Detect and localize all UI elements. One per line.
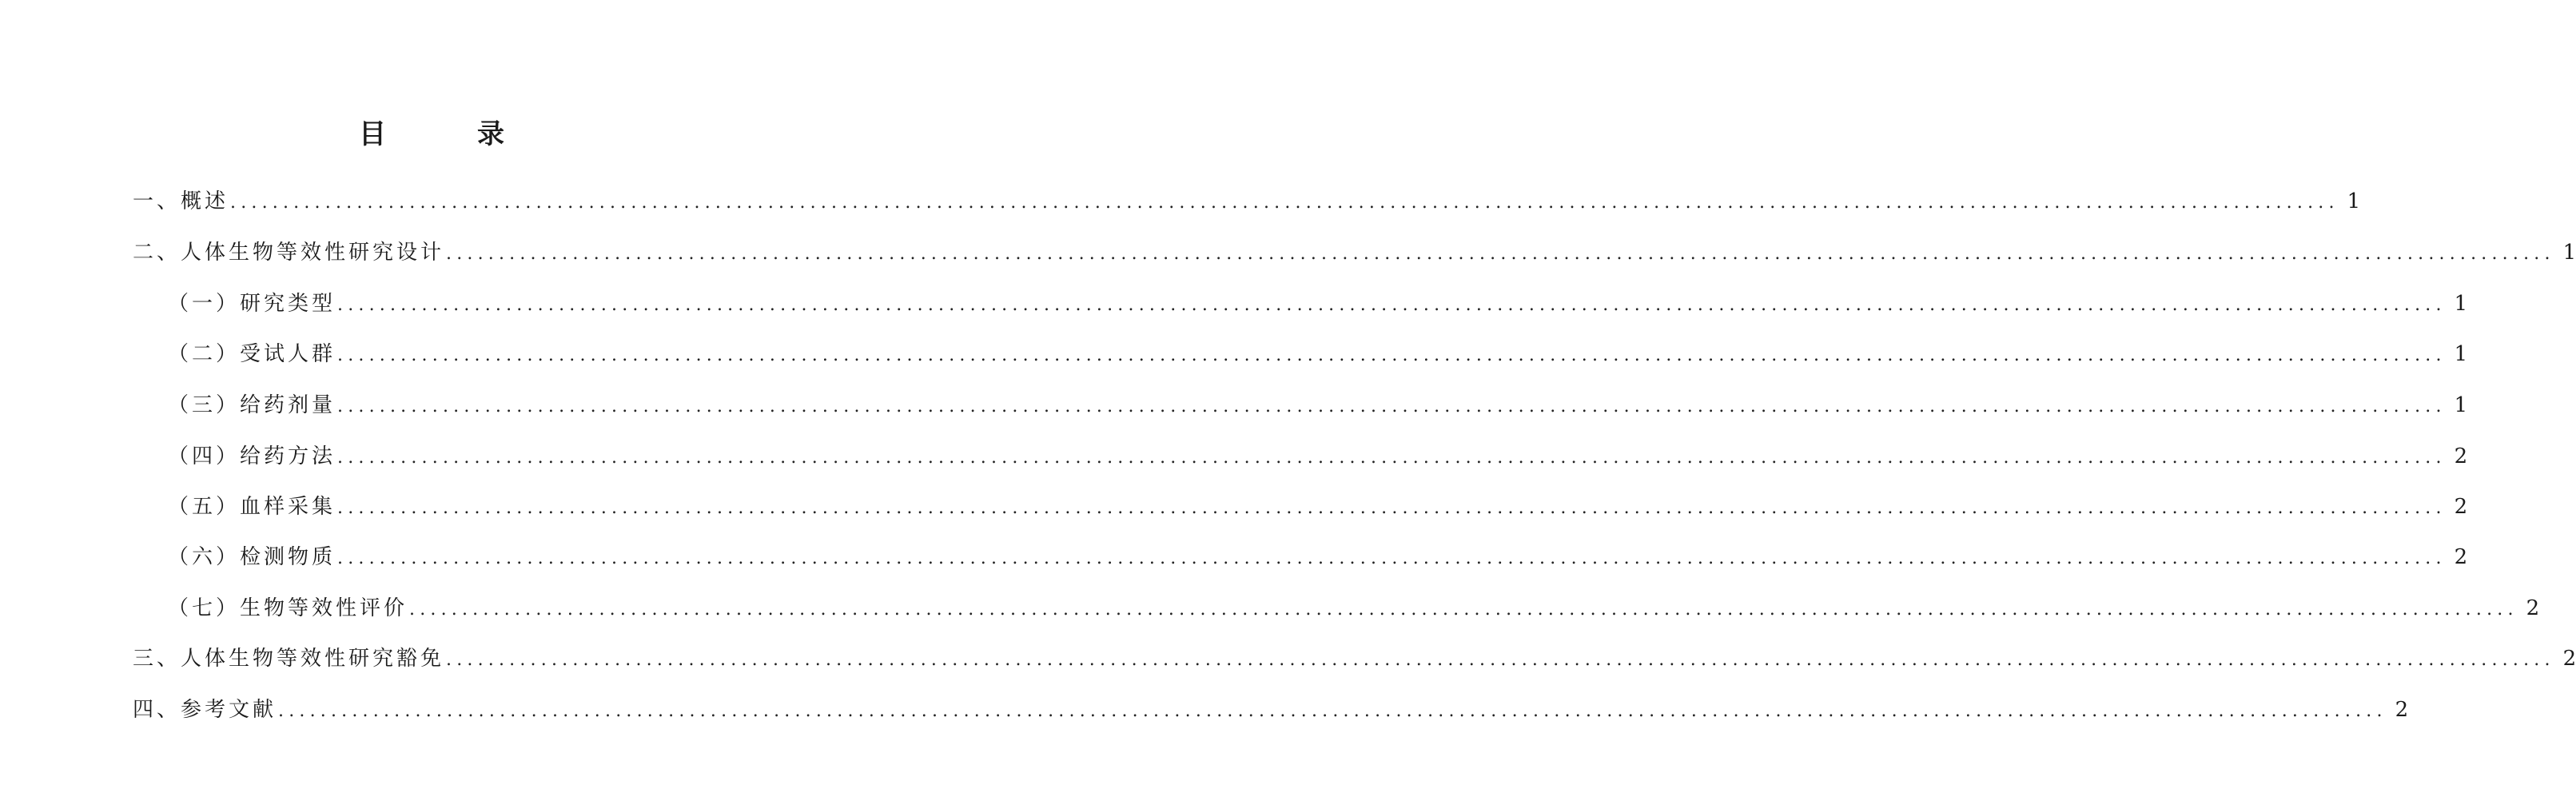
toc-entry-page: 1 (2347, 189, 2361, 213)
toc-entry-label: 四、参考文献 (133, 698, 277, 722)
toc-entry-label: （三）给药剂量 (168, 393, 336, 417)
dot-leader: ........................................................................................................................................................................................................ (337, 345, 2447, 365)
dot-leader: ........................................................................................................................................................................................................ (446, 244, 2555, 264)
toc-entry-label: （二）受试人群 (168, 342, 336, 366)
toc-entry (168, 338, 2468, 370)
dot-leader: ........................................................................................................................................................................................................ (337, 548, 2447, 568)
toc-entry (133, 694, 2409, 726)
toc-entry-page: 2 (2454, 545, 2468, 569)
toc-entry-page: 1 (2454, 342, 2468, 366)
toc-entry (133, 643, 2576, 675)
dot-leader: ........................................................................................................................................................................................................ (278, 701, 2387, 721)
toc-entry-label: （五）血样采集 (168, 495, 336, 519)
dot-leader: ........................................................................................................................................................................................................ (337, 498, 2447, 518)
toc-entry-page: 2 (2526, 596, 2540, 620)
toc-entry-page: 2 (2454, 444, 2468, 468)
dot-leader: ........................................................................................................................................................................................................ (337, 295, 2447, 315)
toc-entry-label: （七）生物等效性评价 (168, 596, 408, 620)
toc-entry (168, 592, 2540, 624)
toc-entry-page: 2 (2562, 647, 2576, 671)
toc-entry (168, 288, 2468, 320)
dot-leader: ........................................................................................................................................................................................................ (337, 396, 2447, 416)
toc-entry (133, 185, 2361, 217)
toc-entry-page: 2 (2395, 698, 2409, 722)
toc-entry-label: 二、人体生物等效性研究设计 (133, 241, 445, 265)
toc-entry-page: 2 (2454, 495, 2468, 519)
toc-entry-label: （一）研究类型 (168, 292, 336, 316)
toc-entry-label: （六）检测物质 (168, 545, 336, 569)
toc-entry (133, 237, 2576, 269)
dot-leader: ........................................................................................................................................................................................................ (230, 193, 2339, 213)
dot-leader: ........................................................................................................................................................................................................ (446, 650, 2555, 670)
toc-entry (168, 491, 2468, 523)
toc-entry (168, 440, 2468, 472)
dot-leader: ........................................................................................................................................................................................................ (409, 600, 2518, 620)
toc-entry (168, 389, 2468, 421)
toc-entry-label: 三、人体生物等效性研究豁免 (133, 647, 445, 671)
toc-entry-page: 1 (2454, 393, 2468, 417)
toc-entry-label: 一、概述 (133, 189, 229, 213)
dot-leader: ........................................................................................................................................................................................................ (337, 448, 2447, 468)
toc-entry-label: （四）给药方法 (168, 444, 336, 468)
toc-entry-page: 1 (2454, 292, 2468, 316)
toc-title: 目 录 (359, 118, 536, 150)
toc-entry (168, 541, 2468, 573)
toc-entry-page: 1 (2562, 241, 2576, 265)
